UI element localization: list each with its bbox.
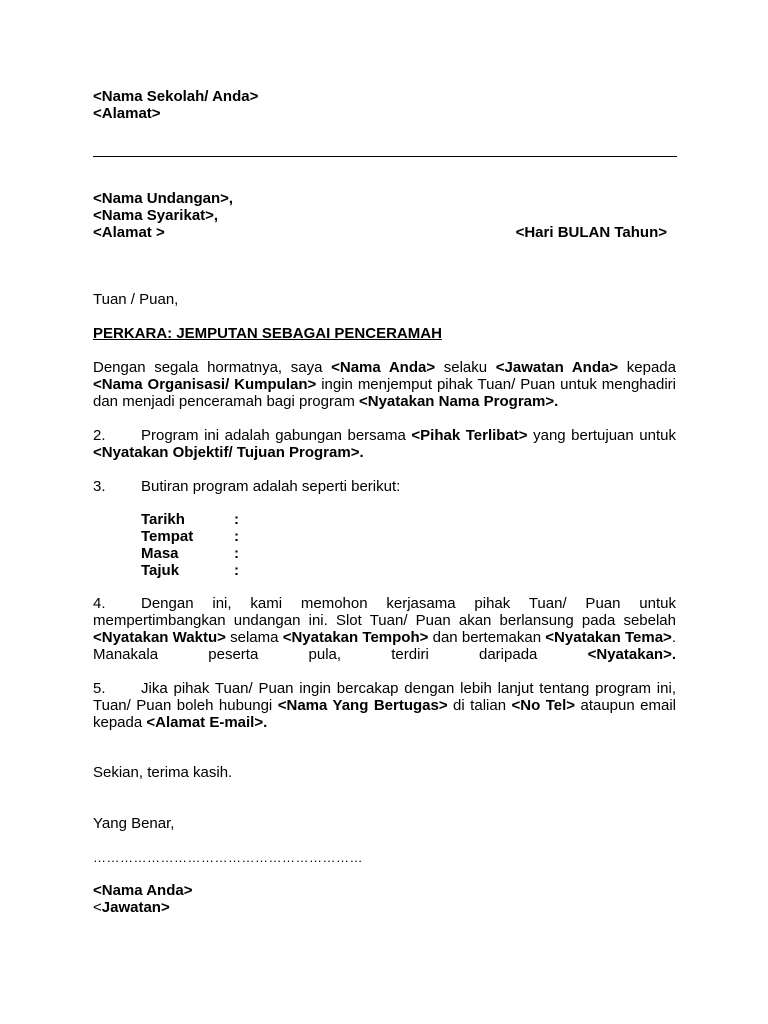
recipient-company: <Nama Syarikat>, [93, 207, 219, 224]
p5-bold-3: <Alamat E-mail>. [146, 714, 268, 731]
p5-bold-1: <Nama Yang Bertugas> [277, 697, 448, 714]
detail-row [93, 528, 676, 545]
salutation: Tuan / Puan, [93, 291, 179, 308]
p5-bold-2: <No Tel> [511, 697, 576, 714]
p4-text-3: dan bertemakan [428, 629, 546, 646]
p2-text-2: yang bertujuan untuk [527, 427, 676, 444]
p4-bold-2: <Nyatakan Tempoh> [282, 629, 429, 646]
p1-bold-1: <Nama Anda> [331, 359, 436, 376]
p1-text-4: ingin menjemput pihak Tuan/ Puan untuk menghadiri dan menjadi penceramah bagi program [93, 376, 676, 410]
detail-label: Tajuk [141, 562, 180, 579]
detail-colon: : [234, 528, 239, 545]
detail-row [93, 545, 676, 562]
p2-bold-1: <Pihak Terlibat> [411, 427, 528, 444]
p4-text-1: Dengan ini, kami memohon kerjasama pihak Tuan/ Puan untuk mempertimbangkan undangan ini. Slot Tuan/ Puan akan berlansung pada sebelah [93, 595, 676, 629]
header-divider [93, 156, 677, 157]
detail-colon: : [234, 511, 239, 528]
p2-number: 2. [93, 427, 106, 444]
p4-bold-3: <Nyatakan Tema> [545, 629, 672, 646]
signer-title-word: Jawatan [101, 899, 161, 916]
signer-block [93, 882, 676, 916]
paragraph-1 [93, 359, 676, 410]
p5-text-3: ataupun email kepada [93, 697, 676, 731]
p4-bold-1: <Nyatakan Waktu> [93, 629, 226, 646]
p4-bold-4: <Nyatakan>. [587, 646, 676, 663]
p1-bold-4: <Nyatakan Nama Program>. [359, 393, 559, 410]
letter-date: <Hari BULAN Tahun> [515, 224, 667, 241]
p3-text: Butiran program adalah seperti berikut: [141, 478, 401, 495]
p5-text-2: di talian [447, 697, 512, 714]
sender-address: <Alamat> [93, 105, 161, 122]
detail-row [93, 511, 676, 528]
p4-text-2: selama [225, 629, 283, 646]
p4-number: 4. [93, 595, 106, 612]
p5-number: 5. [93, 680, 106, 697]
p3-number: 3. [93, 478, 106, 495]
signer-title-open: < [93, 899, 102, 916]
detail-colon: : [234, 545, 239, 562]
detail-label: Tempat [141, 528, 194, 545]
closing-line: Sekian, terima kasih. [93, 764, 233, 781]
p1-bold-2: <Jawatan Anda> [495, 359, 619, 376]
p2-bold-2: <Nyatakan Objektif/ Tujuan Program>. [93, 444, 364, 461]
sender-school: <Nama Sekolah/ Anda> [93, 88, 259, 105]
p5-text-1: Jika pihak Tuan/ Puan ingin bercakap dengan lebih lanjut tentang program ini, Tuan/ Puan boleh hubungi [93, 680, 676, 714]
p1-text-3: kepada [618, 359, 676, 376]
recipient-name: <Nama Undangan>, [93, 190, 234, 207]
signer-title [93, 899, 676, 916]
program-details [93, 511, 676, 579]
paragraph-3 [93, 478, 676, 495]
signature-line: …………………………………………………… [93, 850, 363, 865]
sender-block [93, 88, 676, 122]
detail-row [93, 562, 676, 579]
recipient-address-row [93, 224, 676, 241]
p2-text-1: Program ini adalah gabungan bersama [141, 427, 412, 444]
detail-label: Masa [141, 545, 179, 562]
p4-text-4: . Manakala peserta pula, terdiri daripada [93, 629, 676, 663]
p1-text-1: Dengan segala hormatnya, saya [93, 359, 332, 376]
paragraph-4 [93, 595, 676, 663]
detail-colon: : [234, 562, 239, 579]
paragraph-5 [93, 680, 676, 731]
sign-off: Yang Benar, [93, 815, 175, 832]
p1-bold-3: <Nama Organisasi/ Kumpulan> [93, 376, 317, 393]
paragraph-2 [93, 427, 676, 461]
subject-line: PERKARA: JEMPUTAN SEBAGAI PENCERAMAH [93, 325, 442, 342]
recipient-block [93, 190, 676, 241]
detail-label: Tarikh [141, 511, 185, 528]
p1-text-2: selaku [435, 359, 496, 376]
recipient-address: <Alamat > [93, 224, 165, 241]
signer-name: <Nama Anda> [93, 882, 193, 899]
signer-title-close: > [160, 899, 170, 916]
